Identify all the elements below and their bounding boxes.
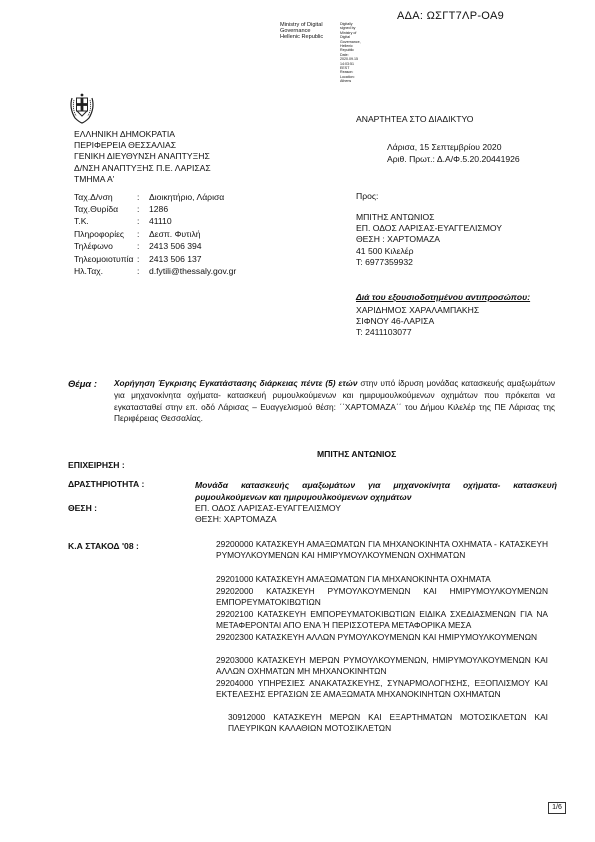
hellenic-emblem-icon	[67, 92, 97, 124]
field-key: Πληροφορίες	[74, 229, 125, 239]
field-key: Ηλ.Ταχ.	[74, 266, 104, 276]
kad-code-item: 29200000 ΚΑΤΑΣΚΕΥΗ ΑΜΑΞΩΜΑΤΩΝ ΓΙΑ ΜΗΧΑΝΟΚΙΝΗΤΑ ΟΧΗΜΑΤΑ - ΚΑΤΑΣΚΕΥΗ ΡΥΜΟΥΛΚΟΥΜΕΝΩΝ ΚΑΙ ΗΜΙΡΥΜΟΥΛΚΟΥΜΕΝΩΝ ΟΧΗΜΑΤΩΝ	[216, 539, 548, 561]
field-value: Διοικητήριο, Λάρισα	[149, 192, 225, 202]
representative-line: Τ: 2411103077	[356, 327, 412, 338]
activity-text: Μονάδα κατασκευής αμαξωμάτων για μηχανοκίνητα οχήματα- κατασκευή ρυμουλκούμενων και ημιρυμουλκούμενων οχημάτων	[195, 480, 557, 502]
kad-code-item: 29203000 ΚΑΤΑΣΚΕΥΗ ΜΕΡΩΝ ΡΥΜΟΥΛΚΟΥΜΕΝΩΝ, ΗΜΙΡΥΜΟΥΛΚΟΥΜΕΝΩΝ ΚΑΙ ΑΛΛΩΝ ΟΧΗΜΑΤΩΝ ΜΗ ΜΗΧΑΝΟΚΙΝΗΤΩΝ	[216, 655, 548, 677]
protocol-number: Αριθ. Πρωτ.: Δ.Α/Φ.5.20.20441926	[387, 154, 520, 164]
kad-code-item: 29202100 ΚΑΤΑΣΚΕΥΗ ΕΜΠΟΡΕΥΜΑΤΟΚΙΒΩΤΙΩΝ ΕΙΔΙΚΑ ΣΧΕΔΙΑΣΜΕΝΩΝ ΓΙΑ ΝΑ ΜΕΤΑΦΕΡΟΝΤΑΙ ΑΠΟ ΕΝΑ Ή ΠΕΡΙΣΣΟΤΕΡΑ ΜΕΤΑΦΟΡΙΚΑ ΜΕΣΑ	[216, 609, 548, 631]
field-value: Δεσπ. Φυτιλή	[149, 229, 201, 239]
activity-label: ΔΡΑΣΤΗΡΙΟΤΗΤΑ :	[68, 479, 145, 489]
recipient-line: 41 500 Κιλελέρ	[356, 245, 414, 256]
kad-code-item: 29204000 ΥΠΗΡΕΣΙΕΣ ΑΝΑΚΑΤΑΣΚΕΥΗΣ, ΣΥΝΑΡΜΟΛΟΓΗΣΗΣ, ΕΞΟΠΛΙΣΜΟΥ ΚΑΙ ΕΚΤΕΛΕΣΗΣ ΕΡΓΑΣΙΩΝ ΣΕ ΑΜΑΞΩΜΑΤΑ ΜΗΧΑΝΟΚΙΝΗΤΩΝ ΟΧΗΜΑΤΩΝ	[216, 678, 548, 700]
field-value: d.fytili@thessaly.gov.gr	[149, 266, 237, 276]
location-block	[195, 503, 341, 525]
enterprise-label: ΕΠΙΧΕΙΡΗΣΗ :	[68, 460, 125, 470]
recipient-line: ΕΠ. ΟΔΟΣ ΛΑΡΙΣΑΣ-ΕΥΑΓΓΕΛΙΣΜΟΥ	[356, 223, 502, 234]
signature-org-line: Governance	[280, 28, 311, 35]
field-address: Ταχ.Δ/νση : Διοικητήριο, Λάρισα	[74, 192, 225, 202]
field-info: Πληροφορίες : Δεσπ. Φυτιλή	[74, 229, 201, 239]
signature-detail: Digitally signed by	[340, 22, 356, 31]
field-value: 41110	[149, 216, 172, 226]
digital-signature	[280, 22, 361, 84]
signature-detail: 14:03:51 EEST	[340, 61, 354, 71]
field-key: Ταχ.Δ/νση	[74, 192, 113, 202]
location-label: ΘΕΣΗ :	[68, 503, 98, 513]
representative-block	[356, 305, 479, 339]
field-postcode: Τ.Κ. : 41110	[74, 216, 172, 226]
recipient-line: ΘΕΣΗ : ΧΑΡΤΟΜΑΖΑ	[356, 234, 440, 245]
signature-org-line: Ministry of Digital	[280, 22, 323, 28]
kad-code-item: 30912000 ΚΑΤΑΣΚΕΥΗ ΜΕΡΩΝ ΚΑΙ ΕΞΑΡΤΗΜΑΤΩΝ ΜΟΤΟΣΙΚΛΕΤΩΝ ΚΑΙ ΠΛΕΥΡΙΚΩΝ ΚΑΛΑΘΙΩΝ ΜΟΤΟΣΙΚΛΕΤΩΝ	[228, 712, 548, 734]
field-key: Τ.Κ.	[74, 216, 89, 226]
ada-number: ΑΔΑ: ΩΣΓΤ7ΛΡ-ΟΑ9	[397, 10, 505, 22]
field-key: Τηλέφωνο	[74, 241, 113, 251]
field-phone: Τηλέφωνο : 2413 506 394	[74, 241, 202, 251]
signature-org-line: Hellenic Republic	[280, 34, 324, 41]
authority-line: Δ/ΝΣΗ ΑΝΑΠΤΥΞΗΣ Π.Ε. ΛΑΡΙΣΑΣ	[74, 162, 211, 173]
enterprise-name: ΜΠΙΤΗΣ ΑΝΤΩΝΙΟΣ	[317, 449, 397, 459]
recipient-block	[356, 212, 502, 268]
signature-detail: Governance,	[340, 39, 361, 44]
subject-label: Θέμα :	[68, 378, 97, 389]
subject-bold: Χορήγηση Έγκρισης Εγκατάστασης διάρκειας πέντε (5) ετών	[114, 378, 358, 388]
field-value: 1286	[149, 204, 169, 214]
recipient-name: ΜΠΙΤΗΣ ΑΝΤΩΝΙΟΣ	[356, 212, 435, 222]
authority-line: ΓΕΝΙΚΗ ΔΙΕΥΘΥΝΣΗ ΑΝΑΠΤΥΞΗΣ	[74, 151, 210, 162]
signature-details	[340, 22, 361, 84]
signature-detail: Ministry of Digital	[340, 30, 357, 40]
field-key: Ταχ.Θυρίδα	[74, 204, 119, 214]
kad-code-item: 29202300 ΚΑΤΑΣΚΕΥΗ ΑΛΛΩΝ ΡΥΜΟΥΛΚΟΥΜΕΝΩΝ ΚΑΙ ΗΜΙΡΥΜΟΥΛΚΟΥΜΕΝΩΝ	[216, 632, 538, 642]
authority-line: ΤΜΗΜΑ Α'	[74, 173, 115, 184]
to-label: Προς:	[356, 191, 379, 201]
signature-detail: Location: Athens	[340, 74, 355, 84]
field-po-box: Ταχ.Θυρίδα : 1286	[74, 204, 169, 214]
authority-line: ΕΛΛΗΝΙΚΗ ΔΗΜΟΚΡΑΤΙΑ	[74, 129, 175, 139]
field-key: Τηλεομοιοτυπία	[74, 254, 134, 264]
recipient-line: Τ: 6977359932	[356, 256, 413, 267]
kad-code-item: 29202000 ΚΑΤΑΣΚΕΥΗ ΡΥΜΟΥΛΚΟΥΜΕΝΩΝ ΚΑΙ ΗΜΙΡΥΜΟΥΛΚΟΥΜΕΝΩΝ ΕΜΠΟΡΕΥΜΑΤΟΚΙΒΩΤΙΩΝ	[216, 586, 548, 608]
subject-text	[114, 378, 555, 425]
signature-detail: Hellenic Republic	[340, 44, 354, 53]
location-line: ΕΠ. ΟΔΟΣ ΛΑΡΙΣΑΣ-ΕΥΑΓΓΕΛΙΣΜΟΥ	[195, 503, 341, 513]
place-date: Λάρισα, 15 Σεπτεμβρίου 2020	[387, 142, 502, 152]
authority-block	[74, 129, 211, 185]
field-value: 2413 506 394	[149, 241, 202, 251]
signature-detail: Reason:	[340, 70, 354, 75]
representative-line: ΣΙΦΝΟΥ 46-ΛΑΡΙΣΑ	[356, 316, 435, 327]
authority-line: ΠΕΡΙΦΕΡΕΙΑ ΘΕΣΣΑΛΙΑΣ	[74, 140, 177, 151]
representative-label: Διά του εξουσιοδοτημένου αντιπροσώπου:	[356, 292, 531, 302]
kad-code-item: 29201000 ΚΑΤΑΣΚΕΥΗ ΑΜΑΞΩΜΑΤΩΝ ΓΙΑ ΜΗΧΑΝΟΚΙΝΗΤΑ ΟΧΗΜΑΤΑ	[216, 574, 491, 584]
field-email: Ηλ.Ταχ. : d.fytili@thessaly.gov.gr	[74, 266, 237, 276]
kad-label: Κ.Α ΣΤΑΚΟΔ '08 :	[68, 541, 139, 551]
page-number: 1/6	[548, 802, 566, 814]
representative-line: ΧΑΡΙΔΗΜΟΣ ΧΑΡΑΛΑΜΠΑΚΗΣ	[356, 305, 480, 315]
subject-rest: στην υπό ίδρυση μονάδας κατασκευής αμαξωμάτων για μηχανοκίνητα οχήματα- κατασκευή ρυμουλκούμενων και ημιρυμουλκούμενων οχημάτων που πρόκειται να εγκατασταθεί στην επ. οδό Λάρισας – Ευαγγελισμού θέση: ΄΄ΧΑΡΤΟΜΑΖΑ΄΄ του Δήμου Κιλελέρ της ΠΕ Λάρισας της Περιφέρειας Θεσσαλίας.	[114, 378, 555, 424]
field-fax: Τηλεομοιοτυπία : 2413 506 137	[74, 254, 202, 264]
signature-detail: Date: 2020.09.15	[340, 52, 358, 62]
publish-note: ΑΝΑΡΤΗΤΕΑ ΣΤΟ ΔΙΑΔΙΚΤΥΟ	[356, 114, 474, 124]
field-value: 2413 506 137	[149, 254, 202, 264]
location-line: ΘΕΣΗ: ΧΑΡΤΟΜΑΖΑ	[195, 514, 277, 525]
